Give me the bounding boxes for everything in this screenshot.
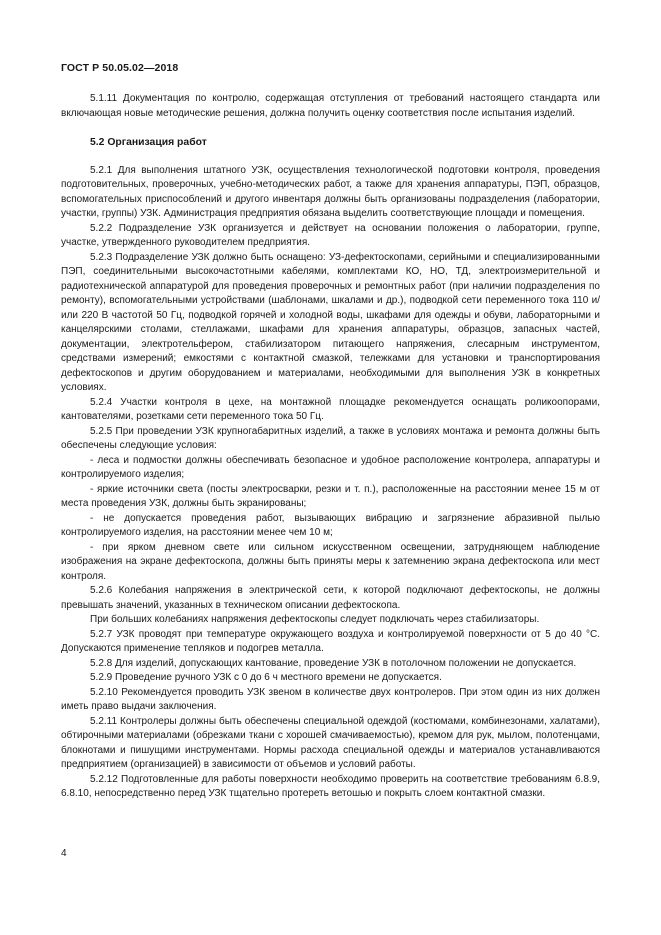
- paragraph-5-2-12: 5.2.12 Подготовленные для работы поверхности необходимо проверить на соответствие требованиям 6.8.9, 6.8.10, непосредственно перед УЗК тщательно протереть ветошью и покрыть слоем контактной смазки.: [61, 773, 600, 799]
- section-heading: 5.2 Организация работ: [90, 137, 207, 148]
- paragraph-5-2-11: 5.2.11 Контролеры должны быть обеспечены специальной одеждой (костюмами, комбинезонами, халатами), обтирочными материалами (обрезками ткани с хорошей смачиваемостью), кремом для рук, мылом, полотенцами, блокнотами и пишущими инструментами. Нормы расхода специальной одежды и материалов устанавливаются предприятием (организацией) в зависимости от объемов и условий работы.: [61, 715, 600, 770]
- paragraph-5-2-5: 5.2.5 При проведении УЗК крупногабаритных изделий, а также в условиях монтажа и ремонта должны быть обеспечены следующие условия:: [61, 425, 600, 451]
- paragraph-5-2-4: 5.2.4 Участки контроля в цехе, на монтажной площадке рекомендуется оснащать роликоопорами, кантователями, розетками сети переменного тока 50 Гц.: [61, 396, 600, 422]
- paragraph-5-2-6: 5.2.6 Колебания напряжения в электрической сети, к которой подключают дефектоскопы, не должны превышать значений, указанных в техническом описании дефектоскопа.: [61, 585, 600, 611]
- list-item: - леса и подмостки должны обеспечивать безопасное и удобное расположение контролера, аппаратуры и контролируемого изделия;: [61, 454, 600, 480]
- paragraph-5-2-2: 5.2.2 Подразделение УЗК организуется и действует на основании положения о лаборатории, группе, участке, утвержденного руководителем предприятия.: [61, 222, 600, 248]
- list-item: - при ярком дневном свете или сильном искусственном освещении, затрудняющем наблюдение изображения на экране дефектоскопа, должны быть приняты меры к затемнению экрана дефектоскопа или мест контроля.: [61, 541, 600, 582]
- list-item: - яркие источники света (посты электросварки, резки и т. п.), расположенные на расстоянии менее 15 м от места проведения УЗК, должны быть экранированы;: [61, 483, 600, 509]
- paragraph-5-1-11: 5.1.11 Документация по контролю, содержащая отступления от требований настоящего стандарта или включающая новые методические решения, должна получить оценку соответствия после испытания изделий.: [61, 93, 600, 119]
- document-id-header: ГОСТ Р 50.05.02—2018: [61, 62, 179, 74]
- paragraph-5-2-3: 5.2.3 Подразделение УЗК должно быть оснащено: УЗ-дефектоскопами, серийными и специализированными ПЭП, соединительными высокочастотными кабелями, комплектами КО, НО, ТД, электроизмерительной и радиотехнической аппаратурой для проведения проверочных и ремонтных работ (при наличии подразделения по ремонту), вспомогательными устройствами (шаблонами, шкалами и др.), подводкой сети переменного тока 110 и/или 220 В частотой 50 Гц, подводкой горячей и холодной воды, шкафами для одежды и обуви, лабораторными и канцелярскими столами, стеллажами, шкафами для хранения аппаратуры, образцов, запасных частей, документации, электротельфером, стабилизатором питающего напряжения, слесарным инструментом, средствами измерений; емкостями с контактной смазкой, тележками для установки и транспортирования дефектоскопов и другим оборудованием и материалами, необходимыми для выполнения УЗК в конкретных условиях.: [61, 251, 600, 393]
- paragraph-5-2-1: 5.2.1 Для выполнения штатного УЗК, осуществления технологической подготовки контроля, проведения подготовительных, проверочных, учебно-методических работ, а также для хранения аппаратуры, ПЭП, образцов, вспомогательных приспособлений и другого инвентаря должны быть организованы подразделения (лаборатории, участки, группы) УЗК. Администрация предприятия обязана выделить соответствующие площади и помещения.: [61, 164, 600, 219]
- page-number: 4: [61, 848, 67, 859]
- list-item: - не допускается проведения работ, вызывающих вибрацию и загрязнение абразивной пылью контролируемого изделия, на расстоянии менее чем 10 м;: [61, 512, 600, 538]
- paragraph-5-2-6-note: При больших колебаниях напряжения дефектоскопы следует подключать через стабилизаторы.: [90, 614, 540, 625]
- paragraph-5-2-9: 5.2.9 Проведение ручного УЗК с 0 до 6 ч местного времени не допускается.: [90, 672, 442, 683]
- document-body: [61, 92, 600, 802]
- paragraph-5-2-8: 5.2.8 Для изделий, допускающих кантование, проведение УЗК в потолочном положении не допускается.: [90, 657, 577, 669]
- paragraph-5-2-10: 5.2.10 Рекомендуется проводить УЗК звеном в количестве двух контролеров. При этом один из них должен иметь право выдачи заключения.: [61, 686, 600, 712]
- paragraph-5-2-7: 5.2.7 УЗК проводят при температуре окружающего воздуха и контролируемой поверхности от 5 до 40 °С. Допускаются применение тепляков и подогрев металла.: [61, 628, 600, 654]
